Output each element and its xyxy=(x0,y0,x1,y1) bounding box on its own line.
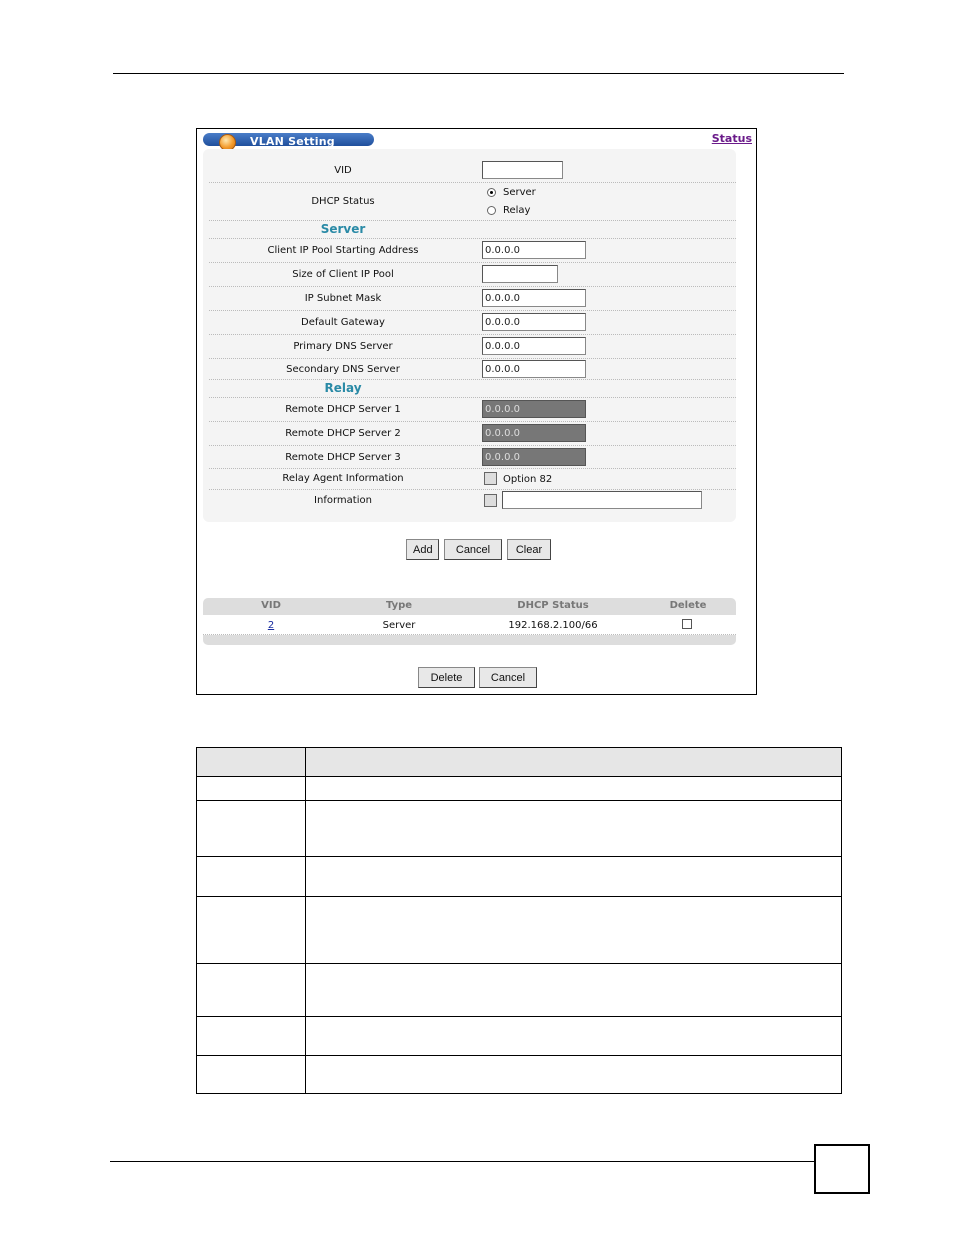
description-table xyxy=(196,747,842,1094)
row-divider xyxy=(197,856,841,857)
dhcp-status-label: DHCP Status xyxy=(311,196,375,207)
client-ip-pool-input[interactable] xyxy=(482,241,586,259)
remote-server-1-label: Remote DHCP Server 1 xyxy=(285,404,401,415)
row-divider xyxy=(197,800,841,801)
pool-size-input[interactable] xyxy=(482,265,558,283)
title-bar xyxy=(203,133,374,146)
remote-server-3-row xyxy=(209,446,736,469)
page-number-box xyxy=(814,1144,870,1194)
information-label: Information xyxy=(314,495,372,506)
row-dhcp-status: 192.168.2.100/66 xyxy=(508,620,598,631)
subnet-mask-input[interactable] xyxy=(482,289,586,307)
gateway-row xyxy=(209,311,736,335)
vlan-setting-window xyxy=(196,128,757,695)
add-button[interactable]: Add xyxy=(406,539,439,560)
summary-table-header xyxy=(203,598,736,615)
remote-server-1-row xyxy=(209,398,736,422)
dhcp-status-row xyxy=(209,183,736,221)
information-input[interactable] xyxy=(502,491,702,509)
remote-server-3-input[interactable] xyxy=(482,448,586,466)
information-row xyxy=(209,490,736,512)
header-rule xyxy=(113,73,844,74)
vid-input[interactable] xyxy=(482,161,563,179)
remote-server-2-label: Remote DHCP Server 2 xyxy=(285,428,401,439)
relay-agent-label: Relay Agent Information xyxy=(282,473,404,484)
server-radio[interactable] xyxy=(487,188,496,197)
server-radio-label: Server xyxy=(503,187,536,198)
row-vid-link[interactable]: 2 xyxy=(267,620,275,631)
server-section-row xyxy=(209,221,736,239)
description-table-header xyxy=(197,748,841,777)
delete-button[interactable]: Delete xyxy=(418,667,475,688)
cancel-delete-button[interactable]: Cancel xyxy=(479,667,537,688)
information-checkbox[interactable] xyxy=(484,494,497,507)
table-row xyxy=(203,615,736,635)
remote-server-3-label: Remote DHCP Server 3 xyxy=(285,452,401,463)
row-divider xyxy=(197,963,841,964)
relay-radio[interactable] xyxy=(487,206,496,215)
row-divider xyxy=(197,896,841,897)
row-type: Server xyxy=(382,620,416,631)
clear-button[interactable]: Clear xyxy=(507,539,551,560)
relay-agent-row xyxy=(209,469,736,490)
secondary-dns-row xyxy=(209,359,736,380)
secondary-dns-input[interactable] xyxy=(482,360,586,378)
header-delete: Delete xyxy=(669,600,707,611)
primary-dns-row xyxy=(209,335,736,359)
relay-section-row xyxy=(209,380,736,398)
subnet-mask-label: IP Subnet Mask xyxy=(304,293,382,304)
relay-radio-label: Relay xyxy=(503,205,531,216)
row-divider xyxy=(197,1016,841,1017)
footer-rule xyxy=(110,1161,815,1162)
row-divider xyxy=(197,1055,841,1056)
settings-panel xyxy=(203,149,736,522)
cancel-button[interactable]: Cancel xyxy=(444,539,502,560)
server-section-heading: Server xyxy=(320,222,366,236)
gateway-label: Default Gateway xyxy=(301,317,385,328)
gateway-input[interactable] xyxy=(482,313,586,331)
header-type: Type xyxy=(385,600,413,611)
subnet-mask-row xyxy=(209,287,736,311)
pool-size-label: Size of Client IP Pool xyxy=(292,269,394,280)
option82-checkbox[interactable] xyxy=(484,472,497,485)
status-link[interactable]: Status xyxy=(711,132,752,145)
remote-server-2-input[interactable] xyxy=(482,424,586,442)
option82-label: Option 82 xyxy=(503,474,553,485)
summary-table-footer xyxy=(203,635,736,645)
relay-section-heading: Relay xyxy=(324,381,362,395)
vid-label: VID xyxy=(334,165,352,176)
vid-row xyxy=(209,158,736,183)
client-ip-pool-row xyxy=(209,239,736,263)
window-title: VLAN Setting xyxy=(250,135,335,148)
secondary-dns-label: Secondary DNS Server xyxy=(286,364,400,375)
client-ip-pool-label: Client IP Pool Starting Address xyxy=(267,245,419,256)
remote-server-1-input[interactable] xyxy=(482,400,586,418)
header-vid: VID xyxy=(261,600,281,611)
primary-dns-label: Primary DNS Server xyxy=(293,341,393,352)
remote-server-2-row xyxy=(209,422,736,446)
header-dhcp-status: DHCP Status xyxy=(517,600,589,611)
primary-dns-input[interactable] xyxy=(482,337,586,355)
pool-size-row xyxy=(209,263,736,287)
row-delete-checkbox[interactable] xyxy=(682,619,692,629)
